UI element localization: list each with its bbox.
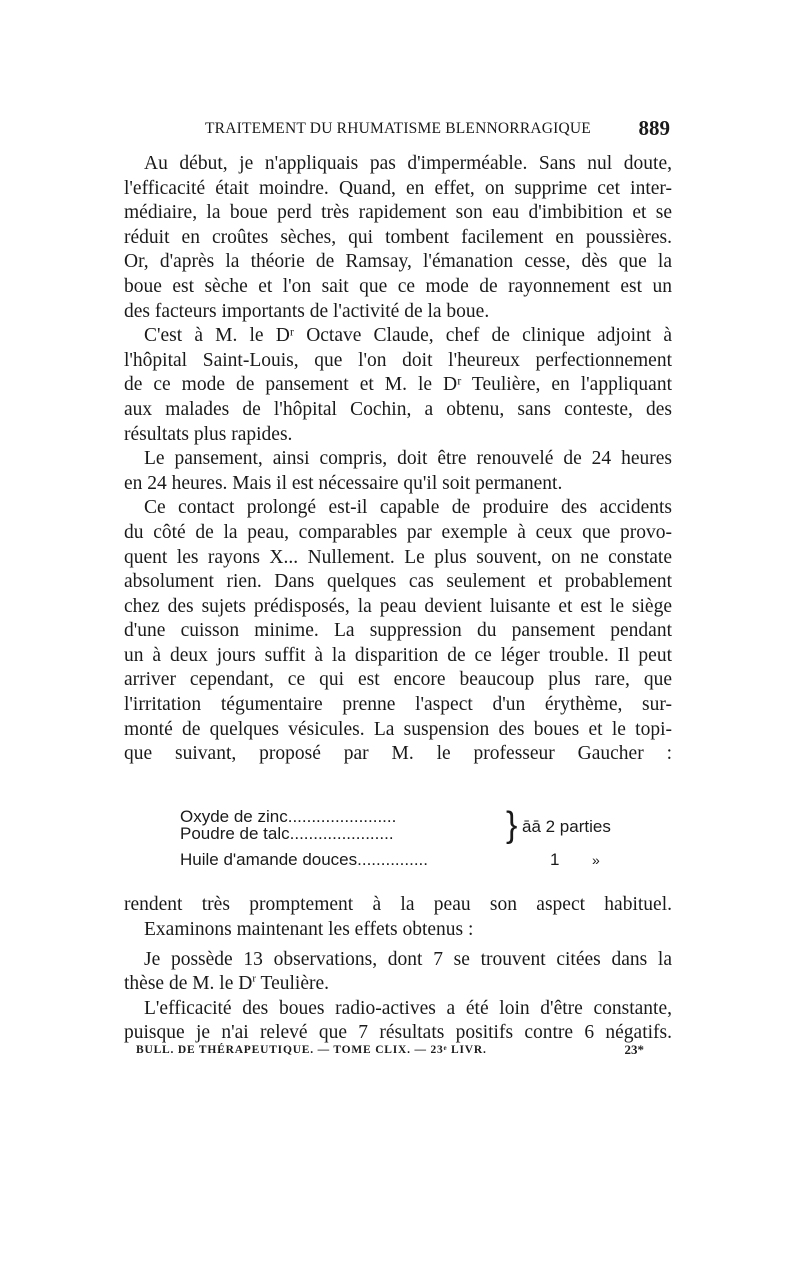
text-line: Examinons maintenant les effets obtenus : [144, 919, 474, 941]
text-line: Ce contact prolongé est-il capable de produire des accidents [144, 497, 672, 519]
text-line: monté de quelques vésicules. La suspension des boues et le topi- [124, 718, 672, 740]
text-line [124, 972, 672, 997]
footer-signature-text: BULL. DE THÉRAPEUTIQUE. — TOME CLIX. — 23ᵉ LIVR. [136, 1044, 487, 1056]
text-line: réduit en croûtes sèches, qui tombent facilement en poussières. [124, 226, 672, 248]
text-line: quent les rayons X... Nullement. Le plus souvent, on ne constate [124, 546, 672, 568]
text-line: L'efficacité des boues radio-actives a été loin d'être constante, [144, 997, 672, 1019]
text-line: Je possède 13 observations, dont 7 se trouvent citées dans la [144, 948, 672, 970]
body-text [124, 152, 672, 1046]
text-line: C'est à M. le Dʳ Octave Claude, chef de clinique adjoint à [144, 325, 672, 347]
recipe-quantity: āā 2 parties [522, 817, 611, 837]
text-line: puisque je n'ai relevé que 7 résultats positifs contre 6 négatifs. [124, 1022, 672, 1044]
text-line: arriver cependant, ce qui est encore beaucoup plus rare, que [124, 669, 672, 691]
text-line: chez des sujets prédisposés, la peau devient luisante et est le siège [124, 595, 672, 617]
text-line: que suivant, proposé par M. le professeur Gaucher : [124, 743, 672, 765]
page-number: 889 [638, 116, 670, 140]
recipe-ingredient: Oxyde de zinc....................... [180, 807, 397, 827]
footer-signature-mark: 23* [624, 1042, 644, 1057]
page-footer [124, 1042, 672, 1062]
recipe-quantity: 1 [550, 850, 560, 870]
brace-symbol: } [506, 805, 518, 846]
text-line [124, 767, 672, 792]
running-head [205, 116, 670, 144]
text-line: Le pansement, ainsi compris, doit être renouvelé de 24 heures [144, 448, 672, 470]
recipe-ingredient: Poudre de talc...................... [180, 824, 394, 844]
ditto-mark: » [592, 852, 600, 869]
running-head-title: TRAITEMENT DU RHUMATISME BLENNORRAGIQUE [205, 120, 591, 137]
text-line: un à deux jours suffit à la disparition de ce léger trouble. Il peut [124, 644, 672, 666]
text-line: des facteurs importants de l'activité de la boue. [124, 300, 490, 322]
text-line: aux malades de l'hôpital Cochin, a obtenu, sans conteste, des [124, 398, 672, 420]
text-line: de ce mode de pansement et M. le Dʳ Teulière, en l'appliquant [124, 374, 672, 396]
text-span: thèse de M. le D [124, 973, 253, 995]
text-line: Au début, je n'appliquais pas d'imperméable. Sans nul doute, [144, 153, 672, 174]
text-line: l'hôpital Saint-Louis, que l'on doit l'heureux perfectionnement [124, 349, 672, 371]
text-line: médiaire, la boue perd très rapidement son eau d'imbibition et se [124, 202, 672, 224]
superscript: r [252, 972, 257, 985]
text-line: Or, d'après la théorie de Ramsay, l'émanation cesse, dès que la [124, 251, 672, 273]
text-line: l'irritation tégumentaire prenne l'aspect d'un érythème, sur- [124, 694, 672, 716]
recipe-ingredient: Huile d'amande douces............... [180, 850, 428, 870]
text-line: du côté de la peau, comparables par exemple à ceux que provo- [124, 521, 672, 543]
text-line: résultats plus rapides. [124, 423, 293, 445]
text-span: Teulière. [256, 973, 330, 995]
text-line: absolument rien. Dans quelques cas seulement et probablement [124, 571, 672, 593]
text-line: en 24 heures. Mais il est nécessaire qu'il soit permanent. [124, 472, 563, 494]
text-line: rendent très promptement à la peau son aspect habituel. [124, 894, 672, 916]
recipe-formula [124, 803, 672, 885]
text-line: l'efficacité était moindre. Quand, en effet, on supprime cet inter- [124, 177, 672, 199]
text-line: d'une cuisson minime. La suppression du pansement pendant [124, 620, 672, 642]
text-line: boue est sèche et l'on sait que ce mode de rayonnement est un [124, 275, 672, 297]
